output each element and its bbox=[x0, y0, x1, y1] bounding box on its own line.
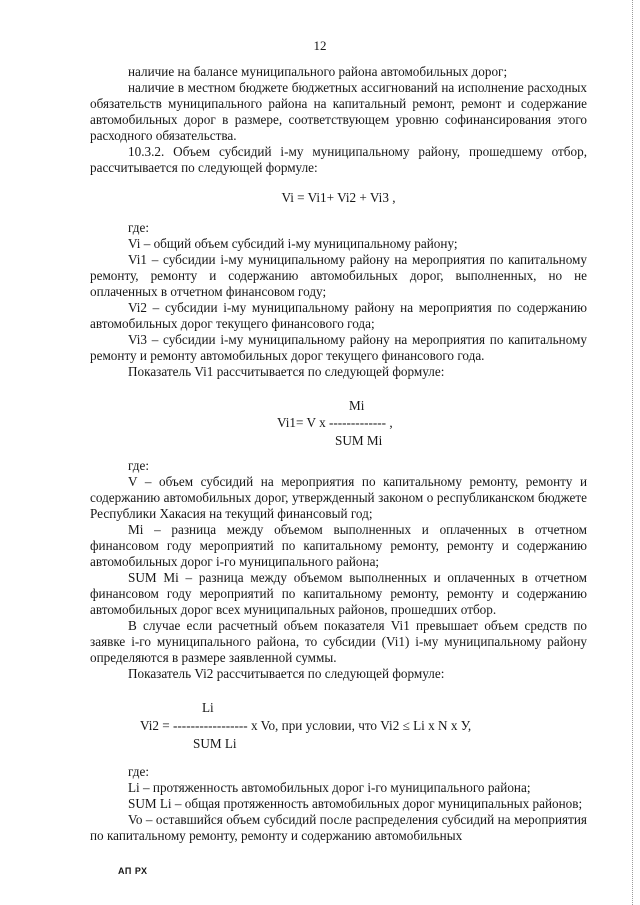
scan-edge bbox=[632, 0, 634, 905]
definition-vi1: Vi1 – субсидии i-му муниципальному району на мероприятия по капитальному ремонту, ремонту и содержанию автомобильных дорог, выполненных, но не оплаченных в отчетном финансовом году; bbox=[90, 252, 587, 299]
formula-vi2-numerator: Li bbox=[202, 700, 214, 715]
definition-sum-li: SUM Li – общая протяженность автомобильных дорог муниципальных районов; bbox=[128, 796, 583, 811]
vi1-intro: Показатель Vi1 рассчитывается по следующей формуле: bbox=[128, 364, 445, 379]
definition-vi: Vi – общий объем субсидий i-му муниципальному району; bbox=[128, 236, 458, 251]
formula-vi2 bbox=[90, 694, 587, 756]
definition-li: Li – протяженность автомобильных дорог i-го муниципального района; bbox=[128, 780, 531, 795]
paragraph-balance: наличие на балансе муниципального района автомобильных дорог; bbox=[128, 64, 508, 79]
definition-mi: Mi – разница между объемом выполненных и оплаченных в отчетном финансовом году мероприятий по капитальному ремонту, ремонту и содержанию автомобильных дорог i-го муниципального района; bbox=[90, 522, 587, 569]
where-label-3: где: bbox=[128, 764, 149, 779]
definition-vi2: Vi2 – субсидии i-му муниципальному району на мероприятия по содержанию автомобильных дорог текущего финансового года; bbox=[90, 300, 587, 331]
formula-vi2-denominator: SUM Li bbox=[193, 736, 237, 751]
formula-vi1 bbox=[90, 394, 587, 452]
where-label-2: где: bbox=[128, 458, 149, 473]
footer-stamp: АП РХ bbox=[118, 866, 148, 876]
where-label: где: bbox=[128, 220, 149, 235]
formula-vi1-denominator: SUM Mi bbox=[335, 433, 383, 448]
paragraph-exceed: В случае если расчетный объем показателя Vi1 превышает объем средств по заявке i-го муниципального района, то субсидии (Vi1) i-му муниципальному району определяются в размере заявленной суммы. bbox=[90, 618, 587, 665]
vi2-intro: Показатель Vi2 рассчитывается по следующей формуле: bbox=[128, 666, 445, 681]
paragraph-budget: наличие в местном бюджете бюджетных ассигнований на исполнение расходных обязательств муниципального района на капитальный ремонт, ремонт и содержание автомобильных дорог в размере, соответствующем уровню софинансирования этого расходного обязательства. bbox=[90, 80, 587, 143]
definition-v: V – объем субсидий на мероприятия по капитальному ремонту, ремонту и содержанию автомобильных дорог, утвержденный законом о республиканском бюджете Республики Хакасия на текущий финансовый год; bbox=[90, 474, 587, 521]
definition-sum-mi: SUM Mi – разница между объемом выполненных и оплаченных в отчетном финансовом году мероприятий по капитальному ремонту, ремонту и содержанию автомобильных дорог всех муниципальных районов, прошедших отбор. bbox=[90, 570, 587, 617]
definition-vo: Vo – оставшийся объем субсидий после распределения субсидий на мероприятия по капитальному ремонту, ремонту и содержанию автомобильных bbox=[90, 812, 587, 843]
document-body bbox=[90, 64, 587, 844]
page-number: 12 bbox=[313, 38, 327, 53]
paragraph-10-3-2: 10.3.2. Объем субсидий i-му муниципальному району, прошедшему отбор, рассчитывается по следующей формуле: bbox=[90, 144, 587, 175]
formula-vi1-numerator: Mi bbox=[349, 398, 365, 413]
formula-vi1-main: Vi1= V x ------------- , bbox=[277, 415, 393, 430]
definition-vi3: Vi3 – субсидии i-му муниципальному району на мероприятия по капитальному ремонту и ремонту автомобильных дорог текущего финансового года. bbox=[90, 332, 587, 363]
formula-vi: Vi = Vi1+ Vi2 + Vi3 , bbox=[281, 190, 396, 205]
formula-vi2-main: Vi2 = ----------------- x Vo, при условии, что Vi2 ≤ Li x N x У, bbox=[140, 718, 472, 733]
